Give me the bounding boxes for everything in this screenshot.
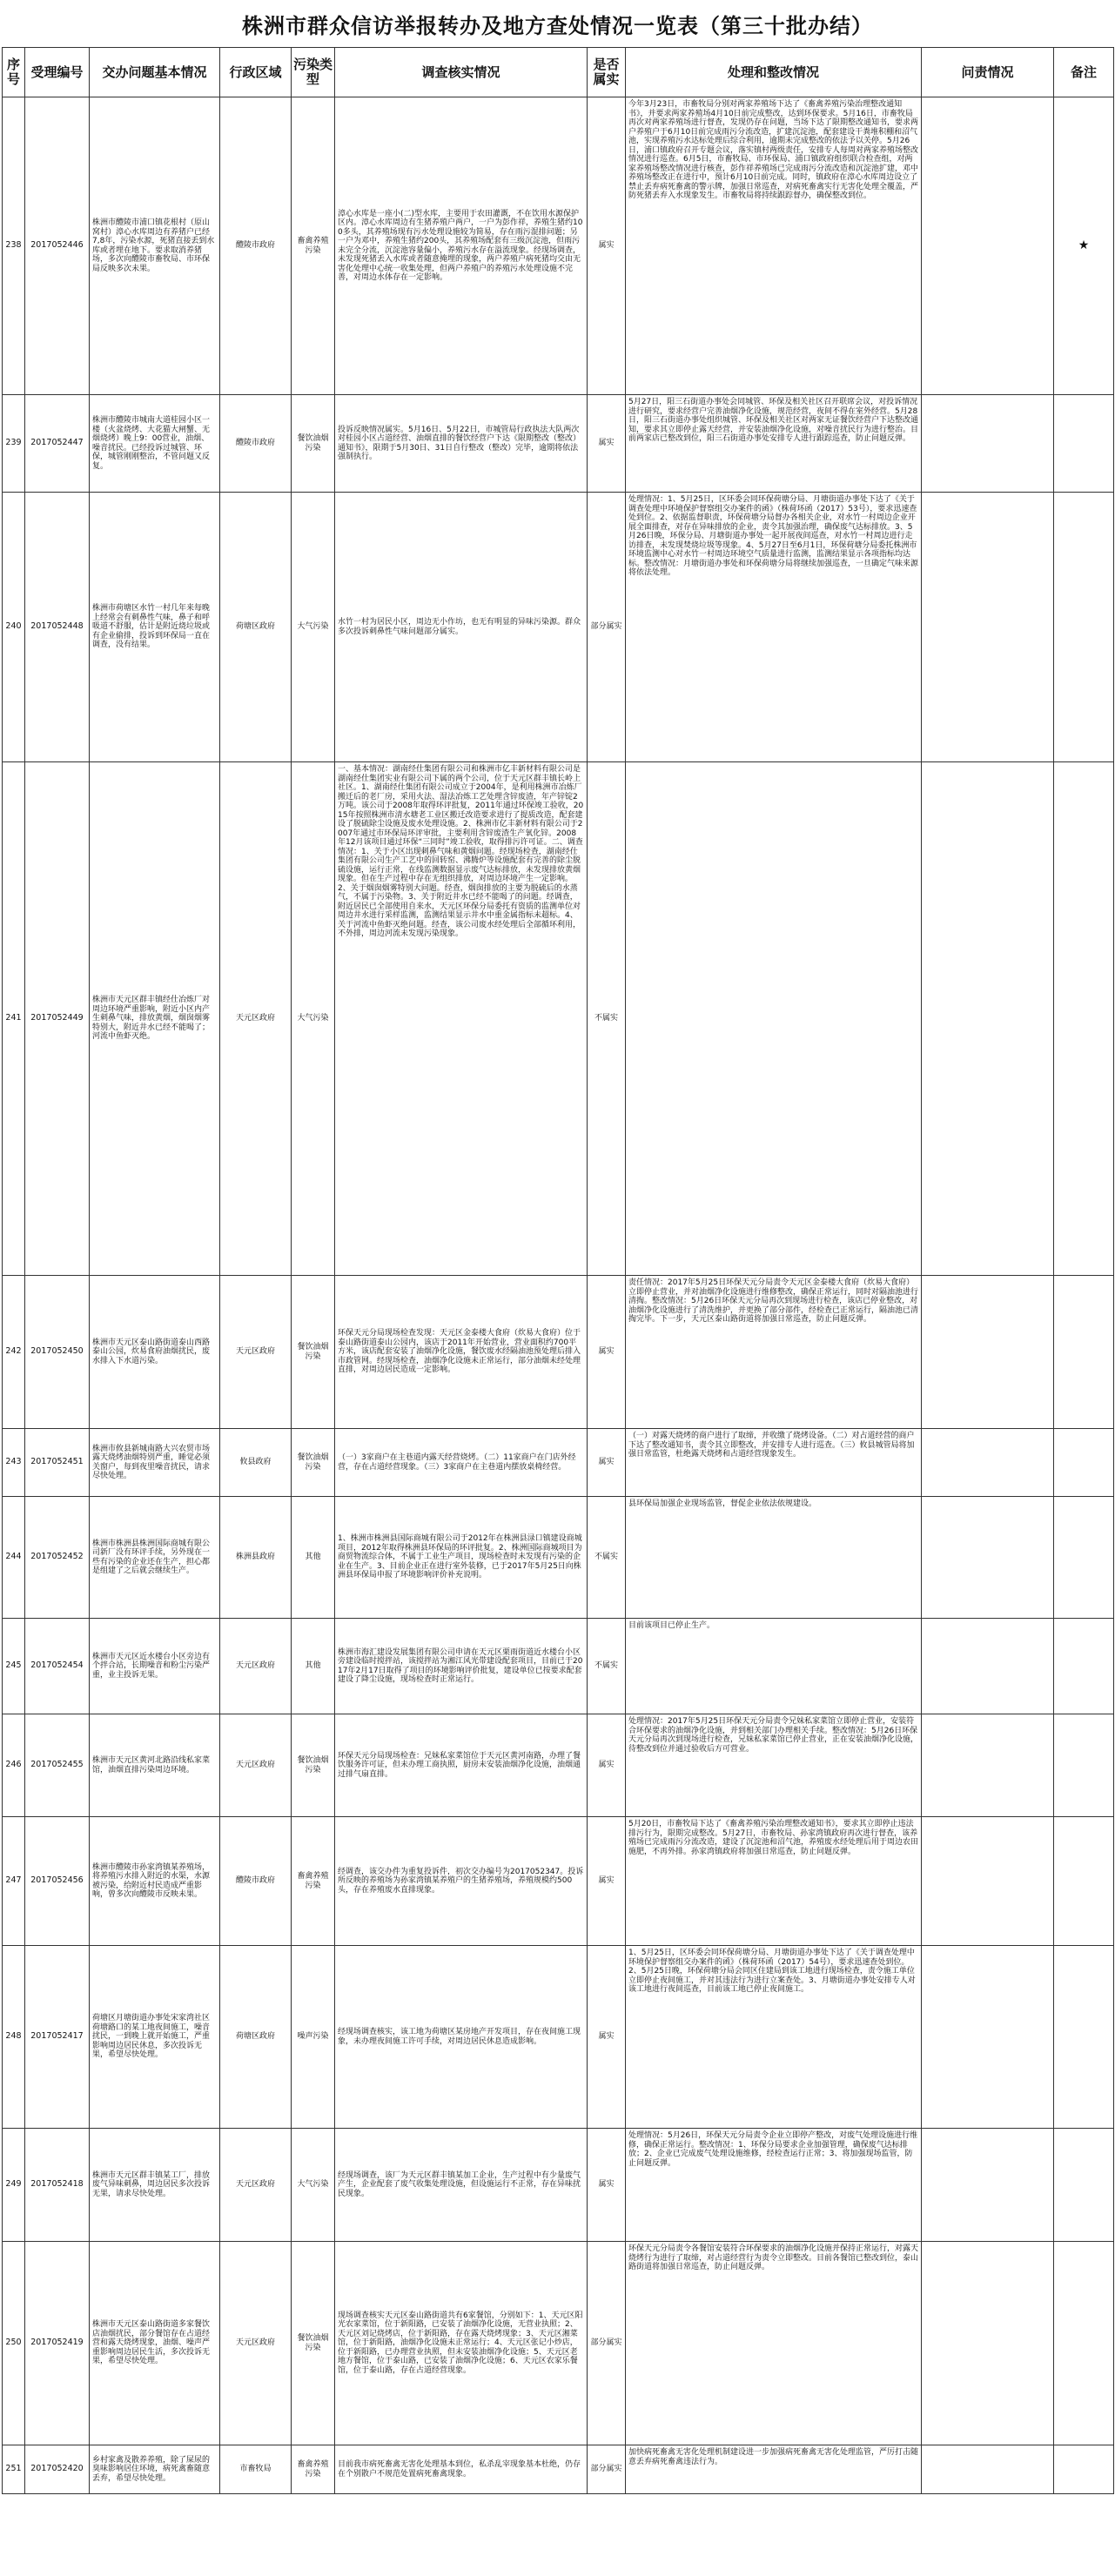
cell-handling (626, 762, 922, 1276)
cell-is-true: 不属实 (588, 1619, 626, 1714)
cell-seq: 246 (3, 1714, 25, 1817)
cell-is-true: 部分属实 (588, 2445, 626, 2494)
cell-case-no: 2017052452 (25, 1497, 90, 1619)
header-region: 行政区域 (220, 48, 292, 97)
cell-accountability (922, 2445, 1054, 2494)
header-issue: 交办问题基本情况 (90, 48, 220, 97)
cell-region: 天元区政府 (220, 2242, 292, 2445)
table-row (3, 762, 1114, 1276)
header-is-true: 是否属实 (588, 48, 626, 97)
cell-accountability (922, 395, 1054, 493)
cell-is-true: 不属实 (588, 1497, 626, 1619)
cell-region: 醴陵市政府 (220, 395, 292, 493)
cell-case-no: 2017052418 (25, 2129, 90, 2242)
cell-pollution-type: 噪声污染 (292, 1946, 335, 2129)
cell-handling: 目前该项目已停止生产。 (626, 1619, 922, 1714)
table-row (3, 1276, 1114, 1429)
cell-is-true: 部分属实 (588, 2242, 626, 2445)
cell-handling: 1、5月25日，区环委会同环保荷塘分局、月塘街道办事处下达了《关于调查处理中环境保护督察组交办案件的函》（株荷环函（2017）54号），要求迅速查处到位。2、5月25日晚，环保荷塘分局会同区住建局到该工地进行现场检查，责令施工单位立即停止夜间施工，并对其违法行为进行立案查处。3、月塘街道办事处安排专人对该工地进行夜间巡查，目前该工地已停止夜间施工。 (626, 1946, 922, 2129)
table-body (3, 97, 1114, 2494)
cell-region: 攸县政府 (220, 1429, 292, 1497)
cell-is-true: 属实 (588, 1946, 626, 2129)
cell-is-true: 属实 (588, 1276, 626, 1429)
cell-case-no: 2017052417 (25, 1946, 90, 2129)
cell-pollution-type: 其他 (292, 1619, 335, 1714)
table-row (3, 395, 1114, 493)
cell-handling: 5月20日，市畜牧局下达了《畜禽养殖污染治理整改通知书》，要求其立即停止违法排污行为，限期完成整改。5月27日，市畜牧局、孙家湾镇政府再次进行督查，该养殖场已完成雨污分流改造，建设了沉淀池和沼气池，养殖废水经处理后用于周边农田施肥，不再外排。孙家湾镇政府将加强日常巡查，防止问题反弹。 (626, 1817, 922, 1946)
cell-region: 天元区政府 (220, 762, 292, 1276)
table-row (3, 1497, 1114, 1619)
cell-remark (1054, 1619, 1114, 1714)
cell-pollution-type: 餐饮油烟污染 (292, 1276, 335, 1429)
cell-issue: 株洲市天元区群丰镇某工厂，排放废气异味刺鼻，周边居民多次投诉无果，请求尽快处理。 (90, 2129, 220, 2242)
cell-is-true: 属实 (588, 2129, 626, 2242)
cell-accountability (922, 2242, 1054, 2445)
cell-pollution-type: 畜禽养殖污染 (292, 1817, 335, 1946)
cell-region: 市畜牧局 (220, 2445, 292, 2494)
table-row (3, 97, 1114, 395)
cell-accountability (922, 2129, 1054, 2242)
cell-remark (1054, 1429, 1114, 1497)
header-seq: 序号 (3, 48, 25, 97)
cell-region: 天元区政府 (220, 1714, 292, 1817)
header-remark: 备注 (1054, 48, 1114, 97)
cell-remark (1054, 1714, 1114, 1817)
cell-remark: ★ (1054, 97, 1114, 395)
cell-is-true: 属实 (588, 1817, 626, 1946)
cell-region: 天元区政府 (220, 2129, 292, 2242)
cell-seq: 242 (3, 1276, 25, 1429)
cell-handling: 处理情况：1、5月25日，区环委会同环保荷塘分局、月塘街道办事处下达了《关于调查处理中环境保护督察组交办案件的函》（株荷环函（2017）53号），要求迅速查处到位。2、依据监督职责，环保荷塘分局督办各相关企业，对水竹一村周边企业开展全面排查，对存在异味排放的企业，责令其加强治理，确保废气达标排放。3、5月26日晚，环保分局、月塘街道办事处一起开展夜间巡查，对水竹一村周边进行走访排查，未发现焚烧垃圾等现象。4、5月27日至6月1日，环保荷塘分局委托株洲市环境监测中心对水竹一村周边环境空气质量进行监测，监测结果显示各项指标均达标。整改情况：月塘街道办事处和环保荷塘分局将继续加强巡查，一旦确定气味来源将依法处理。 (626, 493, 922, 762)
page-title: 株洲市群众信访举报转办及地方查处情况一览表（第三十批办结） (242, 12, 873, 38)
cell-seq: 245 (3, 1619, 25, 1714)
table-header-row (3, 48, 1114, 97)
cell-pollution-type: 餐饮油烟污染 (292, 1429, 335, 1497)
cell-verification: 目前我市病死畜禽无害化处理基本到位，私杀乱宰现象基本杜绝，仍存在个别散户不规范处置病死畜禽现象。 (335, 2445, 588, 2494)
cell-handling: （一）对露天烧烤的商户进行了取缔，并收缴了烧烤设备。（二）对占道经营的商户下达了整改通知书，责令其立即整改，并安排专人进行巡查。（三）攸县城管局将加强日常监管，杜绝露天烧烤和占道经营现象发生。 (626, 1429, 922, 1497)
cell-verification: 一、基本情况：湖南经仕集团有限公司和株洲市亿丰新材料有限公司是湖南经仕集团实业有限公司下属的两个公司，位于天元区群丰镇长岭上社区。1、湖南经仕集团有限公司成立于2004年，是利用株洲市冶炼厂搬迁后的老厂房，采用火法、湿法冶炼工艺处理含锌废渣，年产锌锭2万吨。该公司于2008年取得环评批复，2011年通过环保竣工验收，2015年按照株洲市清水塘老工业区搬迁改造要求进行了提质改造，配套建设了脱硫除尘设施及废水处理设施。2、株洲市亿丰新材料有限公司于2007年通过市环保局环评审批，主要利用含锌废渣生产氧化锌。2008年12月该项目通过环保“三同时”竣工验收，取得排污许可证。二、调查情况：1、关于小区出现刺鼻气味和黄烟问题。经现场检查，湖南经仕集团有限公司生产工艺中的回转窑、沸腾炉等设施配套有完善的除尘脱硫设施，运行正常，在线监测数据显示废气达标排放，未发现排放黄烟现象。但在生产过程中存在无组织排放，对周边环境产生一定影响。2、关于烟囱烟雾特别大问题。经查，烟囱排放的主要为脱硫后的水蒸气，不属于污染物。3、关于附近井水已经不能喝了的问题。经调查，附近居民已全部使用自来水，天元区环保分局委托有资质的监测单位对周边井水进行采样监测，监测结果显示井水中重金属指标未超标。4、关于河流中鱼虾灭绝问题。经查，该公司废水经处理后全部循环利用，不外排，周边河流未发现污染现象。 (335, 762, 588, 1276)
cell-issue: 株洲市株洲县株洲国际商城有限公司新厂没有环评手续，另外现在一些有污染的企业还在生产，担心都是组建了之后就会继续生产。 (90, 1497, 220, 1619)
cell-remark (1054, 2242, 1114, 2445)
cell-issue: 株洲市荷塘区水竹一村几年来每晚上经常会有刺鼻性气味，鼻子和呼吸道不舒服，估计是附近烧垃圾或有企业偷排，投诉到环保局一直在调查，没有结果。 (90, 493, 220, 762)
table-row (3, 2242, 1114, 2445)
cell-accountability (922, 1429, 1054, 1497)
case-table (2, 47, 1114, 2494)
cell-verification: 株洲市海汇建设发展集团有限公司申请在天元区栗雨街道近水楼台小区旁建设临时搅拌站，该搅拌站为湘江风光带建设配套项目，目前已于2017年2月17日取得了项目的环境影响评价批复，建设单位已按要求配套建设了降尘设施，现场检查时正常运行。 (335, 1619, 588, 1714)
cell-pollution-type: 畜禽养殖污染 (292, 97, 335, 395)
cell-seq: 251 (3, 2445, 25, 2494)
cell-issue: 株洲市醴陵市浦口镇花根村（原山窝村）漳心水库周边有养猪户已经7,8年，污染水源，死猪直接丢到水库或者埋在地下。要求取消养猪场，多次向醴陵市畜牧局、市环保局反映多次未果。 (90, 97, 220, 395)
table-row (3, 1946, 1114, 2129)
table-row (3, 2129, 1114, 2242)
cell-is-true: 属实 (588, 395, 626, 493)
table-row (3, 1817, 1114, 1946)
cell-is-true: 属实 (588, 97, 626, 395)
cell-verification: 经调查，该交办件为重复投诉件，初次交办编号为2017052347。投诉所反映的养殖场为孙家湾镇某养殖户的生猪养殖场，养殖规模约500头，存在养殖废水直排现象。 (335, 1817, 588, 1946)
cell-case-no: 2017052448 (25, 493, 90, 762)
cell-verification: 现场调查核实天元区泰山路街道共有6家餐馆，分别如下：1、天元区阳光农家菜馆，位于新阳路，已安装了油烟净化设施，无营业执照；2、天元区刘记烧烤店，位于新阳路，存在露天烧烤现象；3、天元区湘菜馆，位于新阳路，油烟净化设施未正常运行；4、天元区张记小炒店，位于新阳路，已办理营业执照，但未安装油烟净化设施；5、天元区老地方餐馆，位于泰山路，已安装了油烟净化设施；6、天元区农家乐餐馆，位于泰山路，存在占道经营现象。 (335, 2242, 588, 2445)
cell-is-true: 属实 (588, 1714, 626, 1817)
cell-seq: 239 (3, 395, 25, 493)
cell-issue: 株洲市攸县新城南路大兴农贸市场露天烧烤油烟特别严重，睡觉必须关窗户，每到夜里噪音扰民，请求尽快处理。 (90, 1429, 220, 1497)
cell-case-no: 2017052446 (25, 97, 90, 395)
cell-seq: 241 (3, 762, 25, 1276)
cell-case-no: 2017052454 (25, 1619, 90, 1714)
cell-accountability (922, 1714, 1054, 1817)
cell-is-true: 不属实 (588, 762, 626, 1276)
cell-pollution-type: 其他 (292, 1497, 335, 1619)
cell-case-no: 2017052420 (25, 2445, 90, 2494)
table-row (3, 2445, 1114, 2494)
header-verification: 调查核实情况 (335, 48, 588, 97)
cell-is-true: 属实 (588, 1429, 626, 1497)
cell-pollution-type: 大气污染 (292, 2129, 335, 2242)
table-row (3, 1619, 1114, 1714)
cell-seq: 243 (3, 1429, 25, 1497)
cell-issue: 乡村家禽及散养养殖，除了屎尿的臭味影响居住环境，病死禽畜随意丢弃，希望尽快处理。 (90, 2445, 220, 2494)
cell-case-no: 2017052450 (25, 1276, 90, 1429)
cell-handling: 今年3月23日，市畜牧局分别对两家养殖场下达了《畜禽养殖污染治理整改通知书》，并要求两家养殖场4月10日前完成整改，达到环保要求。5月16日，市畜牧局再次对两家养殖场进行督查，发现仍存在问题，当场下达了限期整改通知书，要求两户养殖户于6月10日前完成雨污分流改造，扩建沉淀池，配套建设干粪堆积棚和沼气池，实现养殖污水达标处理后综合利用，逾期未完成整改的依法予以关停。5月26日，浦口镇政府召开专题会议，落实镇村两级责任，安排专人每周对两家养殖场整改情况进行巡查。6月5日，市畜牧局、市环保局、浦口镇政府组织联合检查组，对两家养殖场整改情况进行核查，彭作祥养殖场已完成雨污分流改造和沉淀池扩建，邓中养殖场整改正在进行中，预计6月10日前完成。同时，镇政府在漳心水库周边设立了禁止丢弃病死畜禽的警示牌，加强日常巡查，对病死畜禽实行无害化处理全覆盖，严防死猪丢弃入水现象发生。市畜牧局将持续跟踪督办，确保整改到位。 (626, 97, 922, 395)
header-accountability: 问责情况 (922, 48, 1054, 97)
cell-handling: 加快病死畜禽无害化处理机制建设进一步加强病死畜禽无害化处理监管，严厉打击随意丢弃病死畜禽违法行为。 (626, 2445, 922, 2494)
cell-accountability (922, 1276, 1054, 1429)
cell-verification: （一）3家商户在主巷道内露天经营烧烤。（二）11家商户在门店外经营，存在占道经营现象。（三）3家商户在主巷道内摆放桌椅经营。 (335, 1429, 588, 1497)
cell-region: 株洲县政府 (220, 1497, 292, 1619)
cell-seq: 248 (3, 1946, 25, 2129)
cell-case-no: 2017052456 (25, 1817, 90, 1946)
cell-verification: 经现场调查，该厂为天元区群丰镇某加工企业，生产过程中有少量废气产生，企业配套了废气收集处理设施，但设施运行不正常，存在异味扰民现象。 (335, 2129, 588, 2242)
cell-pollution-type: 餐饮油烟污染 (292, 1714, 335, 1817)
cell-verification: 水竹一村为居民小区，周边无小作坊，也无有明显的异味污染源。群众多次投诉刺鼻性气味问题部分属实。 (335, 493, 588, 762)
cell-seq: 249 (3, 2129, 25, 2242)
cell-seq: 250 (3, 2242, 25, 2445)
cell-seq: 244 (3, 1497, 25, 1619)
cell-region: 荷塘区政府 (220, 493, 292, 762)
cell-issue: 株洲市醴陵市孙家湾镇某养殖场，将养殖污水排入附近的水渠，水源被污染，给附近村民造成严重影响，曾多次向醴陵市反映未果。 (90, 1817, 220, 1946)
cell-issue: 株洲市天元区群丰镇经仕冶炼厂对周边环境严重影响，附近小区内产生刺鼻气味，排放黄烟，烟囱烟雾特别大，附近井水已经不能喝了；河流中鱼虾灭绝。 (90, 762, 220, 1276)
cell-seq: 238 (3, 97, 25, 395)
cell-handling: 5月27日，阳三石街道办事处会同城管、环保及相关社区召开联席会议，对投诉情况进行研究，要求经营户完善油烟净化设施，规范经营，夜间不得在室外经营。5月28日，阳三石街道办事处组织城管、环保及相关社区对两家无证餐饮经营户下达整改通知，要求其立即停止露天经营，并安装油烟净化设施，对噪音扰民行为进行整治。目前两家店已整改到位，阳三石街道办事处安排专人进行跟踪巡查，防止问题反弹。 (626, 395, 922, 493)
cell-pollution-type: 大气污染 (292, 493, 335, 762)
table-row (3, 1714, 1114, 1817)
cell-case-no: 2017052419 (25, 2242, 90, 2445)
cell-accountability (922, 1946, 1054, 2129)
cell-verification: 漳心水库是一座小(二)型水库，主要用于农田灌溉，不在饮用水源保护区内。漳心水库周边有生猪养殖户两户，一户为彭作祥，养殖生猪约100多头，其养殖场现有污水处理设施较为简易，存在雨污混排问题；另一户为邓中，养殖生猪约200头，其养殖场配套有三级沉淀池，但雨污未完全分流，沉淀池容量偏小，养殖污水存在溢流现象。经现场调查，未发现死猪丢入水库或者随意掩埋的现象，两户养殖户病死猪均交由无害化处理中心统一收集处理，但两户养殖户的养殖污水处理设施不完善，对周边水体存在一定影响。 (335, 97, 588, 395)
cell-handling: 县环保局加强企业现场监管，督促企业依法依规建设。 (626, 1497, 922, 1619)
cell-verification: 投诉反映情况属实。5月16日、5月22日，市城管局行政执法大队两次对桂园小区占道经营、油烟直排的餐饮经营户下达《限期整改（整改）通知书》，限期于5月30日、31日自行整改（整改）完毕，逾期将依法强制执行。 (335, 395, 588, 493)
cell-region: 醴陵市政府 (220, 97, 292, 395)
cell-accountability (922, 762, 1054, 1276)
table-row (3, 493, 1114, 762)
cell-accountability (922, 1619, 1054, 1714)
cell-remark (1054, 1497, 1114, 1619)
cell-verification: 环保天元分局现场检查发现：天元区金泰楼大食府（炊易大食府）位于泰山路街道泰山公园内，该店于2011年开始营业，营业面积约700平方米，该店配套安装了油烟净化设施，餐饮废水经隔油池预处理后排入市政管网。经现场检查，油烟净化设施未正常运行，部分油烟未经处理直排，对周边居民造成一定影响。 (335, 1276, 588, 1429)
cell-case-no: 2017052447 (25, 395, 90, 493)
cell-remark (1054, 762, 1114, 1276)
table-row (3, 1429, 1114, 1497)
cell-region: 醴陵市政府 (220, 1817, 292, 1946)
cell-verification: 经现场调查核实，该工地为荷塘区某房地产开发项目，存在夜间施工现象，未办理夜间施工许可手续，对周边居民休息造成影响。 (335, 1946, 588, 2129)
cell-remark (1054, 493, 1114, 762)
cell-handling: 责任情况：2017年5月25日环保天元分局责令天元区金泰楼大食府（炊易大食府）立即停止营业，并对油烟净化设施进行维修整改，确保正常运行，同时对隔油池进行清掏。整改情况：5月26日环保天元分局再次到现场进行检查，该店已停业整改，对油烟净化设施进行了清洗维护，并更换了部分部件，经检查已正常运行，隔油池已清掏完毕。下一步，天元区泰山路街道将加强日常巡查，防止问题反弹。 (626, 1276, 922, 1429)
cell-pollution-type: 畜禽养殖污染 (292, 2445, 335, 2494)
cell-seq: 247 (3, 1817, 25, 1946)
cell-verification: 环保天元分局现场检查：兄妹私家菜馆位于天元区黄河南路，办理了餐饮服务许可证，但未办理工商执照，厨房未安装油烟净化设施，油烟通过排气扇直排。 (335, 1714, 588, 1817)
cell-region: 天元区政府 (220, 1276, 292, 1429)
cell-accountability (922, 1817, 1054, 1946)
header-case-no: 受理编号 (25, 48, 90, 97)
cell-verification: 1、株洲市株洲县国际商城有限公司于2012年在株洲县渌口镇建设商城项目，2012年取得株洲县环保局的环评批复。2、株洲国际商城项目为商贸物流综合体，不属于工业生产项目，现场检查时未发现有污染的企业在生产。3、目前企业正在进行室外装修，已于2017年5月25日向株洲县环保局申报了环境影响评价补充说明。 (335, 1497, 588, 1619)
cell-remark (1054, 1946, 1114, 2129)
cell-handling: 环保天元分局责令各餐馆安装符合环保要求的油烟净化设施并保持正常运行，对露天烧烤行为进行了取缔，对占道经营行为责令立即整改。目前各餐馆已整改到位，泰山路街道将加强日常巡查，防止问题反弹。 (626, 2242, 922, 2445)
cell-remark (1054, 395, 1114, 493)
cell-accountability (922, 1497, 1054, 1619)
cell-handling: 处理情况：2017年5月25日环保天元分局责令兄妹私家菜馆立即停止营业，安装符合环保要求的油烟净化设施，并到相关部门办理相关手续。整改情况：5月26日环保天元分局再次到现场进行检查，兄妹私家菜馆已停止营业，正在安装油烟净化设施，待整改到位并通过验收后方可营业。 (626, 1714, 922, 1817)
cell-remark (1054, 1276, 1114, 1429)
cell-accountability (922, 493, 1054, 762)
cell-case-no: 2017052449 (25, 762, 90, 1276)
header-pollution-type: 污染类型 (292, 48, 335, 97)
cell-remark (1054, 2129, 1114, 2242)
cell-accountability (922, 97, 1054, 395)
cell-issue: 株洲市天元区黄河北路沿线私家菜馆，油烟直排污染周边环境。 (90, 1714, 220, 1817)
cell-remark (1054, 2445, 1114, 2494)
cell-seq: 240 (3, 493, 25, 762)
cell-issue: 株洲市天元区泰山路街道多家餐饮店油烟扰民，部分餐馆存在占道经营和露天烧烤现象，油烟、噪声严重影响周边居民生活，多次投诉无果，希望尽快处理。 (90, 2242, 220, 2445)
cell-pollution-type: 餐饮油烟污染 (292, 395, 335, 493)
header-handling: 处理和整改情况 (626, 48, 922, 97)
cell-region: 荷塘区政府 (220, 1946, 292, 2129)
cell-region: 天元区政府 (220, 1619, 292, 1714)
cell-pollution-type: 大气污染 (292, 762, 335, 1276)
cell-is-true: 部分属实 (588, 493, 626, 762)
cell-case-no: 2017052455 (25, 1714, 90, 1817)
cell-issue: 荷塘区月塘街道办事处宋家湾社区荷塘路口的某工地夜间施工，噪音扰民，一到晚上就开始施工，严重影响周边居民休息，多次投诉无果，希望尽快处理。 (90, 1946, 220, 2129)
cell-issue: 株洲市醴陵市城南大道桂园小区一楼（火盆烧烤、大花猫大闸蟹、无烟烧烤）晚上9：00营业，油烟、噪音扰民。已经投诉过城管、环保，城管刚刚整治，不管问题又反复。 (90, 395, 220, 493)
cell-pollution-type: 餐饮油烟污染 (292, 2242, 335, 2445)
cell-case-no: 2017052451 (25, 1429, 90, 1497)
cell-issue: 株洲市天元区近水楼台小区旁边有个拌合站，长期噪音和粉尘污染严重，业主投诉无果。 (90, 1619, 220, 1714)
cell-issue: 株洲市天元区泰山路街道泰山西路泰山公园，炊易食府油烟扰民，废水排入下水道污染。 (90, 1276, 220, 1429)
cell-remark (1054, 1817, 1114, 1946)
cell-handling: 处理情况：5月26日，环保天元分局责令企业立即停产整改，对废气处理设施进行维修，确保正常运行。整改情况：1、环保分局要求企业加强管理，确保废气达标排放；2、企业已完成废气处理设施维修，经检查运行正常；3、将加强现场监管，防止问题反弹。 (626, 2129, 922, 2242)
